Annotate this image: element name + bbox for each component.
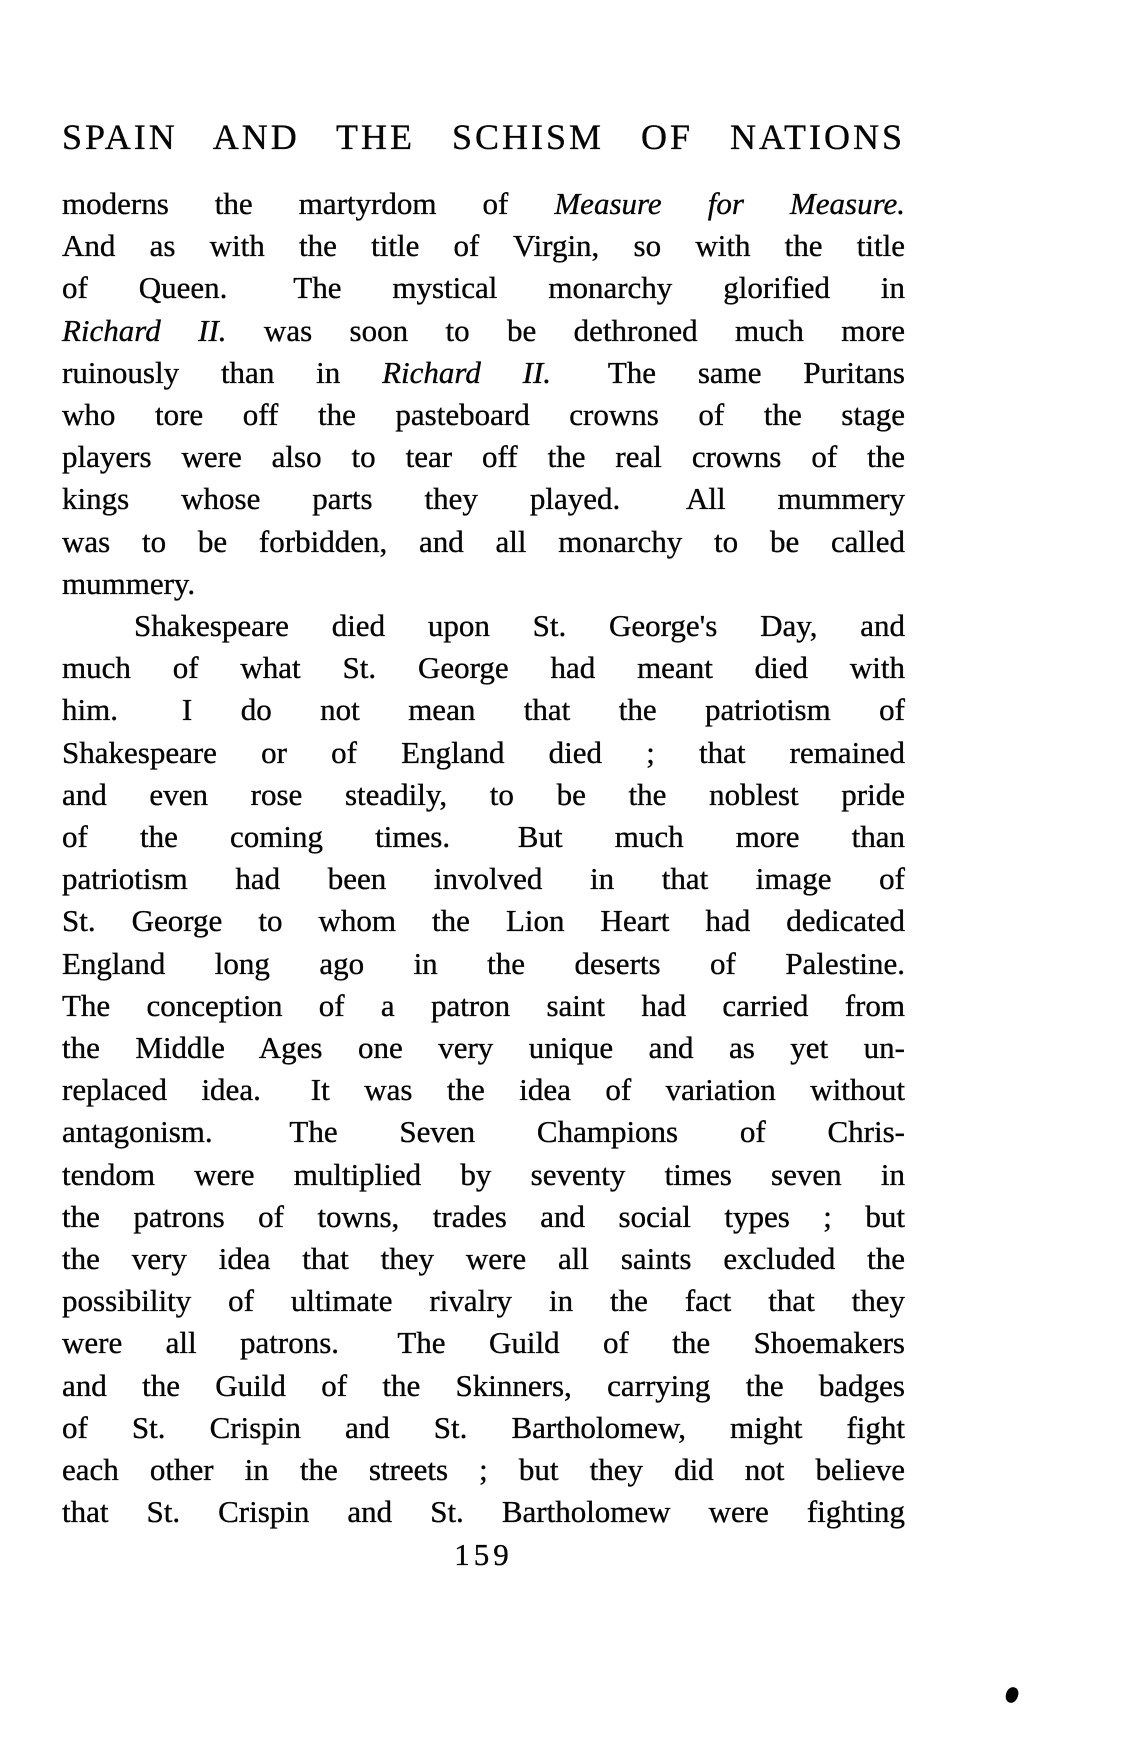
text-segment: the patrons of towns, trades and social types ; but [62, 1198, 905, 1234]
text-line [62, 732, 905, 774]
text-line [62, 1238, 905, 1280]
text-line [62, 985, 905, 1027]
text-segment: and the Guild of the Skinners, carrying the badges [62, 1367, 905, 1403]
text-line [62, 478, 905, 520]
text-segment: Shakespeare died upon St. George's Day, and [134, 608, 905, 644]
text-segment: of Queen. The mystical monarchy glorified in [62, 270, 905, 306]
text-line [62, 689, 905, 731]
text-segment: possibility of ultimate rivalry in the fact that they [62, 1283, 905, 1319]
text-segment: The conception of a patron saint had carried from [62, 987, 905, 1023]
text-segment: was to be forbidden, and all monarchy to be called [62, 523, 905, 559]
text-segment: And as with the title of Virgin, so with the title [62, 228, 905, 264]
text-segment: kings whose parts they played. All mummery [62, 481, 905, 517]
text-segment: replaced idea. It was the idea of variation without [62, 1072, 905, 1108]
text-line [62, 1407, 905, 1449]
text-line [62, 943, 905, 985]
text-segment: the Middle Ages one very unique and as yet un- [62, 1030, 905, 1066]
page-number: 159 [454, 1537, 513, 1572]
page-body [62, 183, 905, 1534]
text-segment: ruinously than in [62, 354, 383, 390]
text-line [62, 647, 905, 689]
text-segment: were all patrons. The Guild of the Shoemakers [62, 1325, 905, 1361]
text-segment: antagonism. The Seven Champions of Chris- [62, 1114, 905, 1150]
text-segment: St. George to whom the Lion Heart had dedicated [62, 903, 905, 939]
text-line [62, 1111, 905, 1153]
text-segment: of St. Crispin and St. Bartholomew, might fight [62, 1409, 905, 1445]
text-line [62, 394, 905, 436]
text-line [62, 900, 905, 942]
text-segment: much of what St. George had meant died with [62, 650, 905, 686]
text-segment: who tore off the pasteboard crowns of the stage [62, 397, 905, 433]
text-line [62, 1491, 905, 1533]
text-segment: of the coming times. But much more than [62, 819, 905, 855]
text-line [62, 436, 905, 478]
italic-text-segment: Richard II. [62, 312, 227, 348]
text-line [62, 1280, 905, 1322]
text-segment: England long ago in the deserts of Palestine. [62, 945, 905, 981]
text-line [62, 1027, 905, 1069]
text-line [62, 1196, 905, 1238]
italic-text-segment: Measure for Measure. [554, 186, 905, 221]
text-segment: and even rose steadily, to be the noblest pride [62, 776, 905, 812]
text-segment: Shakespeare or of England died ; that remained [62, 734, 905, 770]
text-line [62, 1069, 905, 1111]
text-line [62, 774, 905, 816]
text-segment: that St. Crispin and St. Bartholomew were fighting [62, 1494, 905, 1530]
text-segment: the very idea that they were all saints excluded the [62, 1241, 905, 1277]
text-segment: patriotism had been involved in that image of [62, 861, 905, 897]
text-line [62, 1322, 905, 1364]
text-line [62, 521, 905, 563]
text-line [62, 183, 905, 225]
text-segment: was soon to be dethroned much more [226, 312, 906, 348]
text-line [62, 1449, 905, 1491]
text-segment: each other in the streets ; but they did not believe [62, 1452, 905, 1488]
text-segment: tendom were multiplied by seventy times seven in [62, 1156, 905, 1192]
text-segment: him. I do not mean that the patriotism of [62, 692, 905, 728]
ink-speck-artifact [1004, 1686, 1020, 1705]
text-segment: mummery. [62, 565, 196, 601]
text-segment: players were also to tear off the real crowns of the [62, 439, 905, 475]
text-line [62, 563, 905, 605]
page-header: SPAIN AND THE SCHISM OF NATIONS [62, 117, 905, 157]
text-segment: moderns the martyrdom of [62, 186, 555, 221]
text-line [62, 858, 905, 900]
text-segment: The same Puritans [551, 354, 905, 390]
text-line [62, 816, 905, 858]
text-line [62, 1365, 905, 1407]
text-line [62, 605, 905, 647]
text-line [62, 352, 905, 394]
text-line [62, 1154, 905, 1196]
text-line [62, 310, 905, 352]
text-line [62, 267, 905, 309]
text-line [62, 225, 905, 267]
italic-text-segment: Richard II. [382, 354, 552, 390]
